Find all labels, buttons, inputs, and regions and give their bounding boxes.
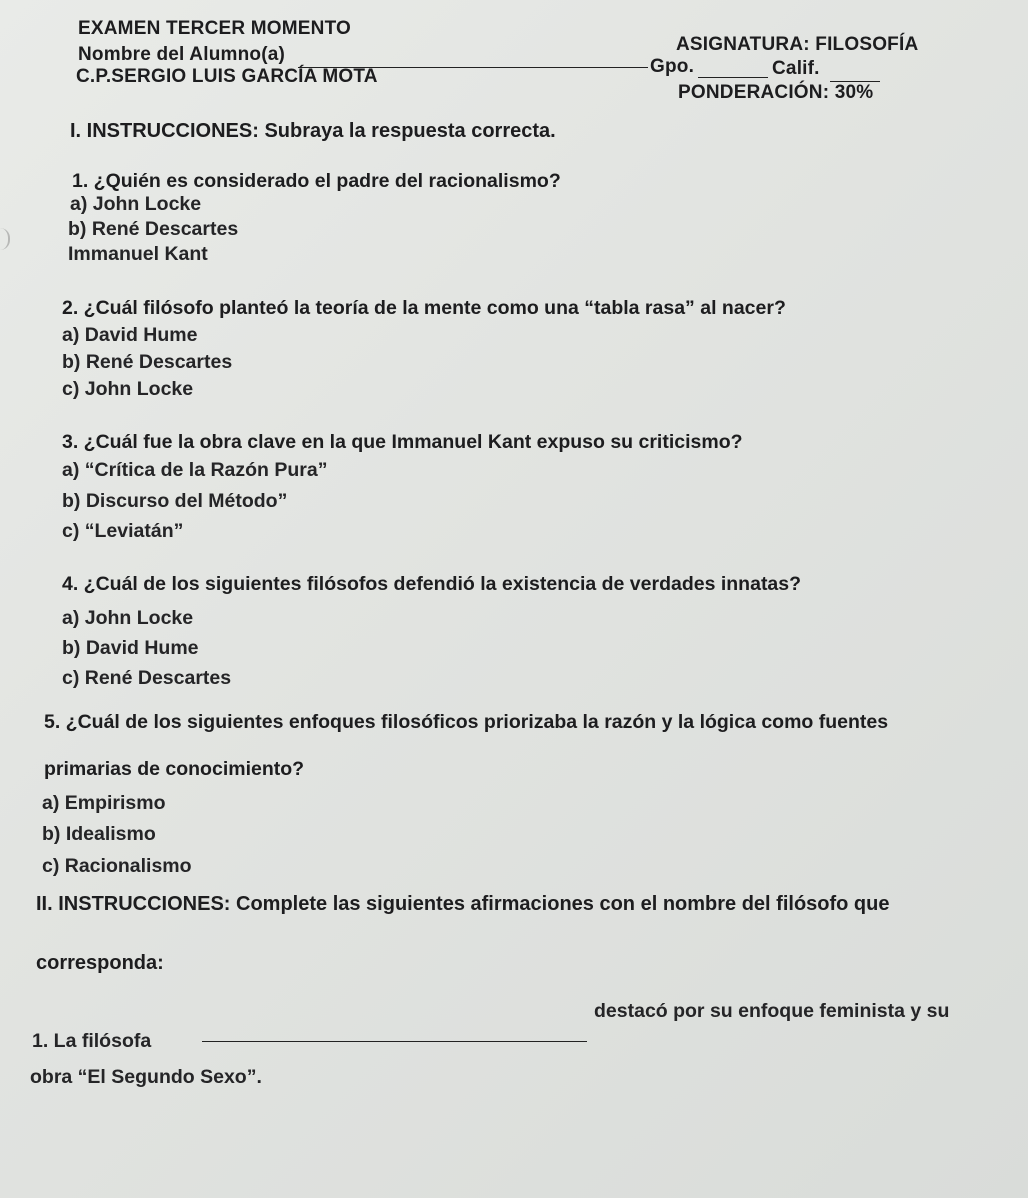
q4-option-c[interactable]: c) René Descartes [62,667,232,689]
student-name-label: Nombre del Alumno(a) [78,44,286,65]
q3-option-a[interactable]: a) “Crítica de la Razón Pura” [62,459,328,481]
question-3: 3. ¿Cuál fue la obra clave en la que Immanuel Kant expuso su criticismo? [62,431,743,453]
q1-option-b[interactable]: b) René Descartes [68,218,239,240]
q2-option-c[interactable]: c) John Locke [62,378,194,400]
question-4: 4. ¿Cuál de los siguientes filósofos defendió la existencia de verdades innatas? [62,573,802,595]
fill-item-1-suffix: destacó por su enfoque feminista y su [594,1000,950,1022]
fill-item-1-blank[interactable] [202,1040,587,1042]
q1-option-c[interactable]: Immanuel Kant [68,243,208,265]
q4-option-a[interactable]: a) John Locke [62,607,194,629]
q3-option-c[interactable]: c) “Leviatán” [62,520,184,542]
q3-option-b[interactable]: b) Discurso del Método” [62,490,288,512]
section2-instructions-line2: corresponda: [36,952,164,974]
subject-label: ASIGNATURA: FILOSOFÍA [676,34,919,55]
q4-option-b[interactable]: b) David Hume [62,637,199,659]
q2-option-b[interactable]: b) René Descartes [62,351,233,373]
group-blank[interactable] [698,76,768,78]
weight-label: PONDERACIÓN: 30% [678,82,874,103]
q5-option-c[interactable]: c) Racionalismo [42,855,192,877]
question-5-line1: 5. ¿Cuál de los siguientes enfoques filosóficos priorizaba la razón y la lógica como fuentes [44,711,889,733]
section2-instructions-line1: II. INSTRUCCIONES: Complete las siguientes afirmaciones con el nombre del filósofo que [36,893,890,915]
group-label: Gpo. [650,56,695,77]
question-5-line2: primarias de conocimiento? [44,758,305,780]
question-1: 1. ¿Quién es considerado el padre del racionalismo? [72,170,561,192]
q5-option-b[interactable]: b) Idealismo [42,823,156,845]
grade-label: Calif. [772,58,820,79]
q1-option-a[interactable]: a) John Locke [70,193,202,215]
question-2: 2. ¿Cuál filósofo planteó la teoría de la mente como una “tabla rasa” al nacer? [62,297,786,319]
exam-title: EXAMEN TERCER MOMENTO [78,18,352,39]
q5-option-a[interactable]: a) Empirismo [42,792,166,814]
page-edge-shadow [0,228,10,250]
school-name: C.P.SERGIO LUIS GARCÍA MOTA [76,66,378,87]
fill-item-1-prefix: 1. La filósofa [32,1030,152,1052]
q2-option-a[interactable]: a) David Hume [62,324,198,346]
section1-instructions: I. INSTRUCCIONES: Subraya la respuesta correcta. [70,120,556,142]
fill-item-1-line2: obra “El Segundo Sexo”. [30,1066,262,1088]
